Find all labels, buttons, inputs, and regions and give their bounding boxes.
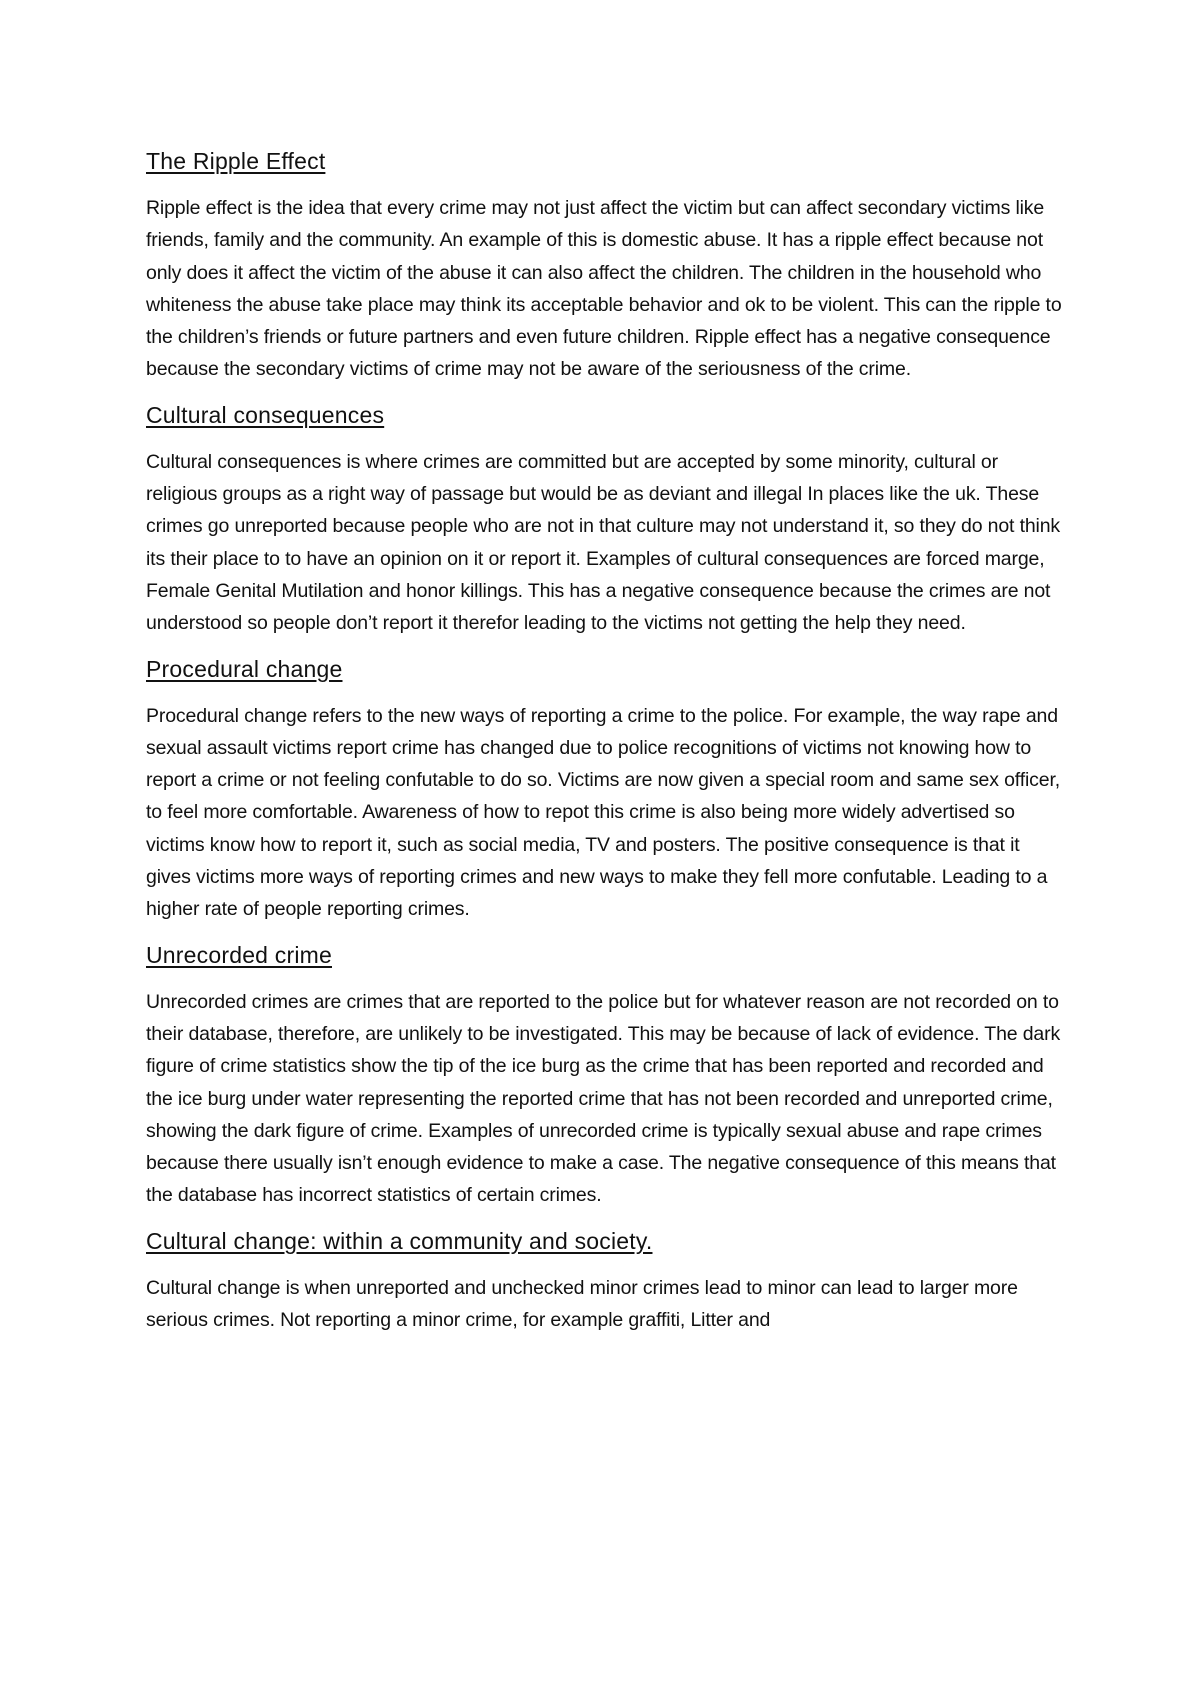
section-paragraph-ripple-effect: Ripple effect is the idea that every crime may not just affect the victim but can affect secondary victims like friends, family and the community. An example of this is domestic abuse. It has a ripple effect because not only does it affect the victim of the abuse it can also affect the children. The children in the household who whiteness the abuse take place may think its acceptable behavior and ok to be violent. This can the ripple to the children’s friends or future partners and even future children. Ripple effect has a negative consequence because the secondary victims of crime may not be aware of the seriousness of the crime. [146, 197, 1062, 381]
section-heading-ripple-effect: The Ripple Effect [146, 148, 326, 174]
document-body [146, 146, 1066, 1350]
section-paragraph-cultural-consequences: Cultural consequences is where crimes are committed but are accepted by some minority, cultural or religious groups as a right way of passage but would be as deviant and illegal In places like the uk. These crimes go unreported because people who are not in that culture may not understand it, so they do not think its their place to to have an opinion on it or report it. Examples of cultural consequences are forced marge, Female Genital Mutilation and honor killings. This has a negative consequence because the crimes are not understood so people don’t report it therefor leading to the victims not getting the help they need. [146, 450, 1061, 635]
section-heading-cultural-consequences: Cultural consequences [146, 401, 385, 428]
section-heading-cultural-change: Cultural change: within a community and society. [146, 1227, 653, 1254]
section-paragraph-unrecorded-crime: Unrecorded crimes are crimes that are reported to the police but for whatever reason are not recorded on to their database, therefore, are unlikely to be investigated. This may be because of lack of evidence. The dark figure of crime statistics show the tip of the ice burg as the crime that has been reported and recorded and the ice burg under water representing the reported crime that has not been recorded and unreported crime, showing the dark figure of crime. Examples of unrecorded crime is typically sexual abuse and rape crimes because there usually isn’t enough evidence to make a case. The negative consequence of this means that the database has incorrect statistics of certain crimes. [146, 990, 1061, 1207]
section-heading-procedural-change: Procedural change [146, 655, 343, 682]
section-paragraph-cultural-change: Cultural change is when unreported and unchecked minor crimes lead to minor can lead to larger more serious crimes. Not reporting a minor crime, for example graffiti, Litter and [146, 1276, 1018, 1332]
section-paragraph-procedural-change: Procedural change refers to the new ways of reporting a crime to the police. For example, the way rape and sexual assault victims report crime has changed due to police recognitions of victims not knowing how to report a crime or not feeling confutable to do so. Victims are now given a special room and same sex officer, to feel more comfortable. Awareness of how to repot this crime is also being more widely advertised so victims know how to report it, such as social media, TV and posters. The positive consequence is that it gives victims more ways of reporting crimes and new ways to make they fell more confutable. Leading to a higher rate of people reporting crimes. [146, 704, 1060, 921]
section-heading-unrecorded-crime: Unrecorded crime [146, 941, 332, 968]
